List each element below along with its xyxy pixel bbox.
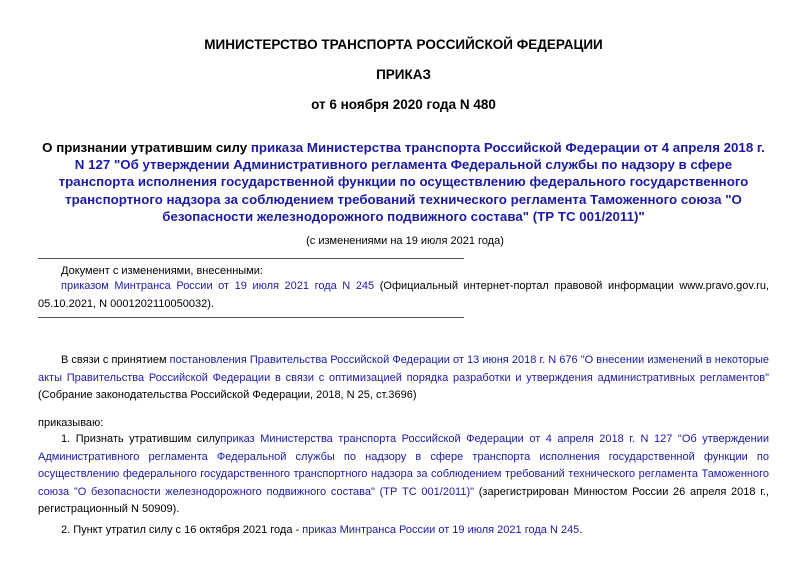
basis-suffix: (Собрание законодательства Российской Федерации, 2018, N 25, ст.3696) [38, 389, 417, 401]
government-decree-link[interactable]: постановления Правительства Российской Федерации от 13 июня 2018 г. N 676 "О внесении изменений в некоторые акты Правительства Российской Федерации в связи с оптимизацией порядка разработки и утверждения административных регламентов" [38, 354, 769, 384]
item-1-suffix: (зарегистрирован Минюстом России 26 апреля 2018 г., регистрационный N 50909). [38, 485, 769, 515]
repealed-order-link[interactable]: приказ Министерства транспорта Российской Федерации от 4 апреля 2018 г. N 127 "Об утверждении Административного регламента Федеральной службы по надзору в сфере транспорта исполнения государственной функции по осуществлению федерального государственного транспортного надзора за соблюдением требований технического регламента Таможенного союза "О безопасности железнодорожного подвижного состава" (ТР ТС 001/2011)" [38, 433, 769, 498]
document-type: ПРИКАЗ [376, 67, 431, 82]
item-2 [38, 522, 769, 540]
change-notice-heading: Документ с изменениями, внесенными: [61, 265, 263, 277]
item-2-suffix: . [579, 524, 583, 536]
basis-prefix: В связи с принятием [61, 354, 170, 366]
change-notice-source: (Официальный интернет-портал правовой информации www.pravo.gov.ru, 05.10.2021, N 0001202110050032). [38, 280, 769, 310]
divider-bottom [38, 317, 464, 318]
title-order-link[interactable]: приказа Министерства транспорта Российской Федерации от 4 апреля 2018 г. N 127 "Об утверждении Административного регламента Федеральной службы по надзору в сфере транспорта исполнения государственной функции по осуществлению федерального государственного транспортного надзора за соблюдением требований технического регламента Таможенного союза "О безопасности железнодорожного подвижного состава" (ТР ТС 001/2011)" [58, 140, 765, 224]
divider-top [38, 258, 464, 259]
ministry-heading: МИНИСТЕРСТВО ТРАНСПОРТА РОССИЙСКОЙ ФЕДЕРАЦИИ [204, 37, 603, 52]
amending-order-link[interactable]: приказом Минтранса России от 19 июля 2021 года N 245 [61, 280, 375, 292]
basis-paragraph [38, 352, 769, 405]
item-2-prefix: 2. Пункт утратил силу с 16 октября 2021 года - [61, 524, 303, 536]
document-title [38, 139, 769, 225]
item-1 [38, 431, 769, 519]
revision-note: (с изменениями на 19 июля 2021 года) [306, 235, 504, 247]
document-date: от 6 ноября 2020 года N 480 [311, 97, 496, 112]
order-word: приказываю: [38, 417, 104, 429]
item-2-amending-link[interactable]: приказ Минтранса России от 19 июля 2021 года N 245 [302, 524, 580, 536]
change-notice-body [38, 278, 769, 313]
title-prefix: О признании утратившим силу [42, 140, 251, 155]
item-1-prefix: 1. Признать утратившим силу [61, 433, 221, 445]
